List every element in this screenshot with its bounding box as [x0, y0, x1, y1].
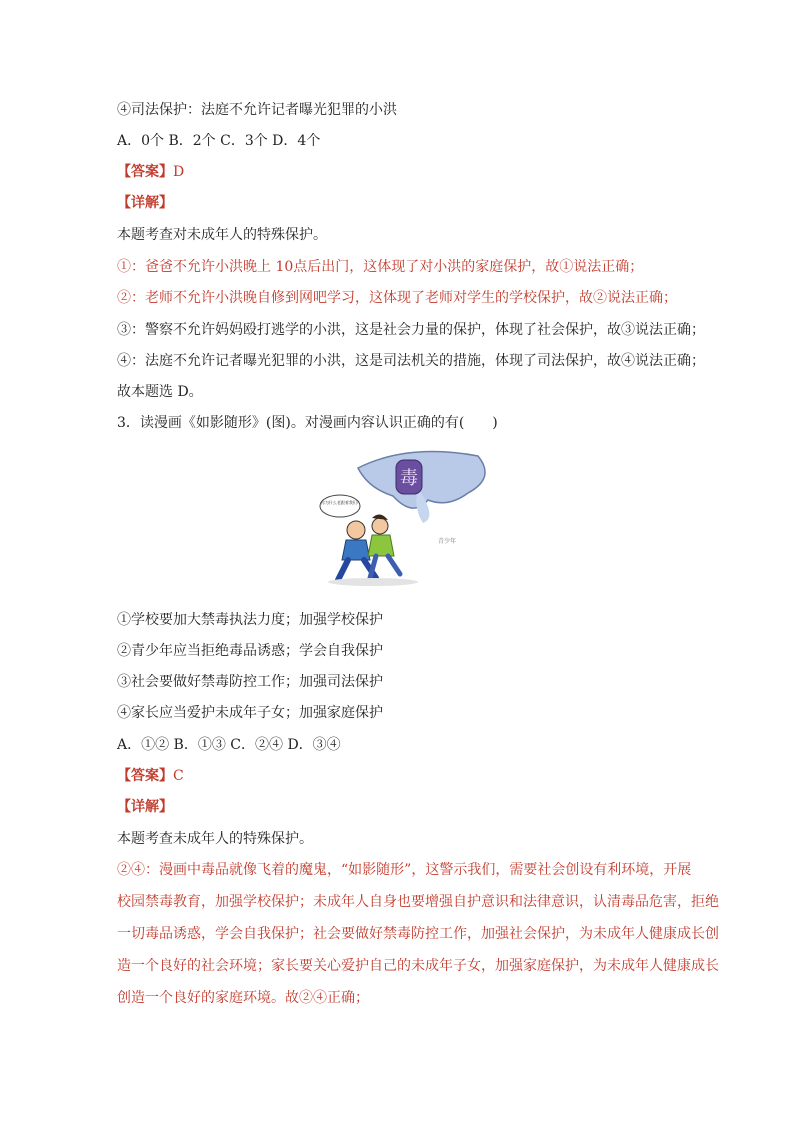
q2-explanation-2: ②：老师不允许小洪晚自修到网吧学习，这体现了老师对学生的学校保护，故②说法正确；: [117, 290, 677, 306]
q3-option-1: ①学校要加大禁毒执法力度；加强学校保护: [117, 612, 383, 628]
q3-explanation-line-5: 创造一个良好的家庭环境。故②④正确；: [117, 990, 369, 1006]
cartoon-image: [318, 448, 496, 588]
q3-explanation-line-4: 造一个良好的社会环境；家长要关心爱护自己的未成年子女，加强家庭保护，为未成年人健康成长: [117, 958, 719, 974]
cartoon-signature: 青少年: [438, 538, 457, 545]
answer-label: 【答案】: [117, 164, 173, 180]
ghost-character: 毒: [400, 468, 418, 489]
q3-stem: 3．读漫画《如影随形》(图)。对漫画内容认识正确的有( ): [117, 415, 498, 431]
q3-explanation-line-1: ②④：漫画中毒品就像飞着的魔鬼，“如影随形”，这警示我们，需要社会创设有利环境，开展: [117, 862, 692, 878]
q3-option-3: ③社会要做好禁毒防控工作；加强司法保护: [117, 674, 383, 690]
q2-option-4: ④司法保护：法庭不允许记者曝光犯罪的小洪: [117, 102, 397, 118]
answer-value: C: [173, 768, 184, 784]
q2-detail-label: 【详解】: [117, 195, 173, 211]
q3-explanation-line-3: 一切毒品诱惑，学会自我保护；社会要做好禁毒防控工作，加强社会保护，为未成年人健康成长创: [117, 926, 719, 942]
q2-answer: [117, 162, 184, 182]
q2-explanation-4: ④：法庭不允许记者曝光犯罪的小洪，这是司法机关的措施，体现了司法保护，故④说法正确；: [117, 353, 705, 369]
q3-answer: [117, 766, 184, 786]
q3-detail-label: 【详解】: [117, 799, 173, 815]
q3-option-2: ②青少年应当拒绝毒品诱惑；学会自我保护: [117, 643, 383, 659]
answer-value: D: [173, 164, 185, 180]
q3-choices: A．①② B．①③ C．②④ D．③④: [117, 737, 341, 753]
q3-option-4: ④家长应当爱护未成年子女；加强家庭保护: [117, 705, 383, 721]
q2-conclusion: 故本题选 D。: [117, 384, 203, 400]
bubble-text: 你为什么老跟着我们?: [320, 500, 360, 505]
answer-label: 【答案】: [117, 768, 173, 784]
q2-explanation-3: ③：警察不允许妈妈殴打逃学的小洪，这是社会力量的保护，体现了社会保护，故③说法正确；: [117, 322, 705, 338]
q2-explanation-1: ①：爸爸不允许小洪晚上 10点后出门，这体现了对小洪的家庭保护，故①说法正确；: [117, 259, 644, 275]
q3-intro: 本题考查未成年人的特殊保护。: [117, 831, 313, 847]
q3-explanation-line-2: 校园禁毒教育，加强学校保护；未成年人自身也要增强自护意识和法律意识，认清毒品危害，拒绝: [117, 894, 719, 910]
q2-intro: 本题考查对未成年人的特殊保护。: [117, 227, 327, 243]
q2-choices: A．0个 B．2个 C．3个 D．4个: [117, 133, 321, 149]
